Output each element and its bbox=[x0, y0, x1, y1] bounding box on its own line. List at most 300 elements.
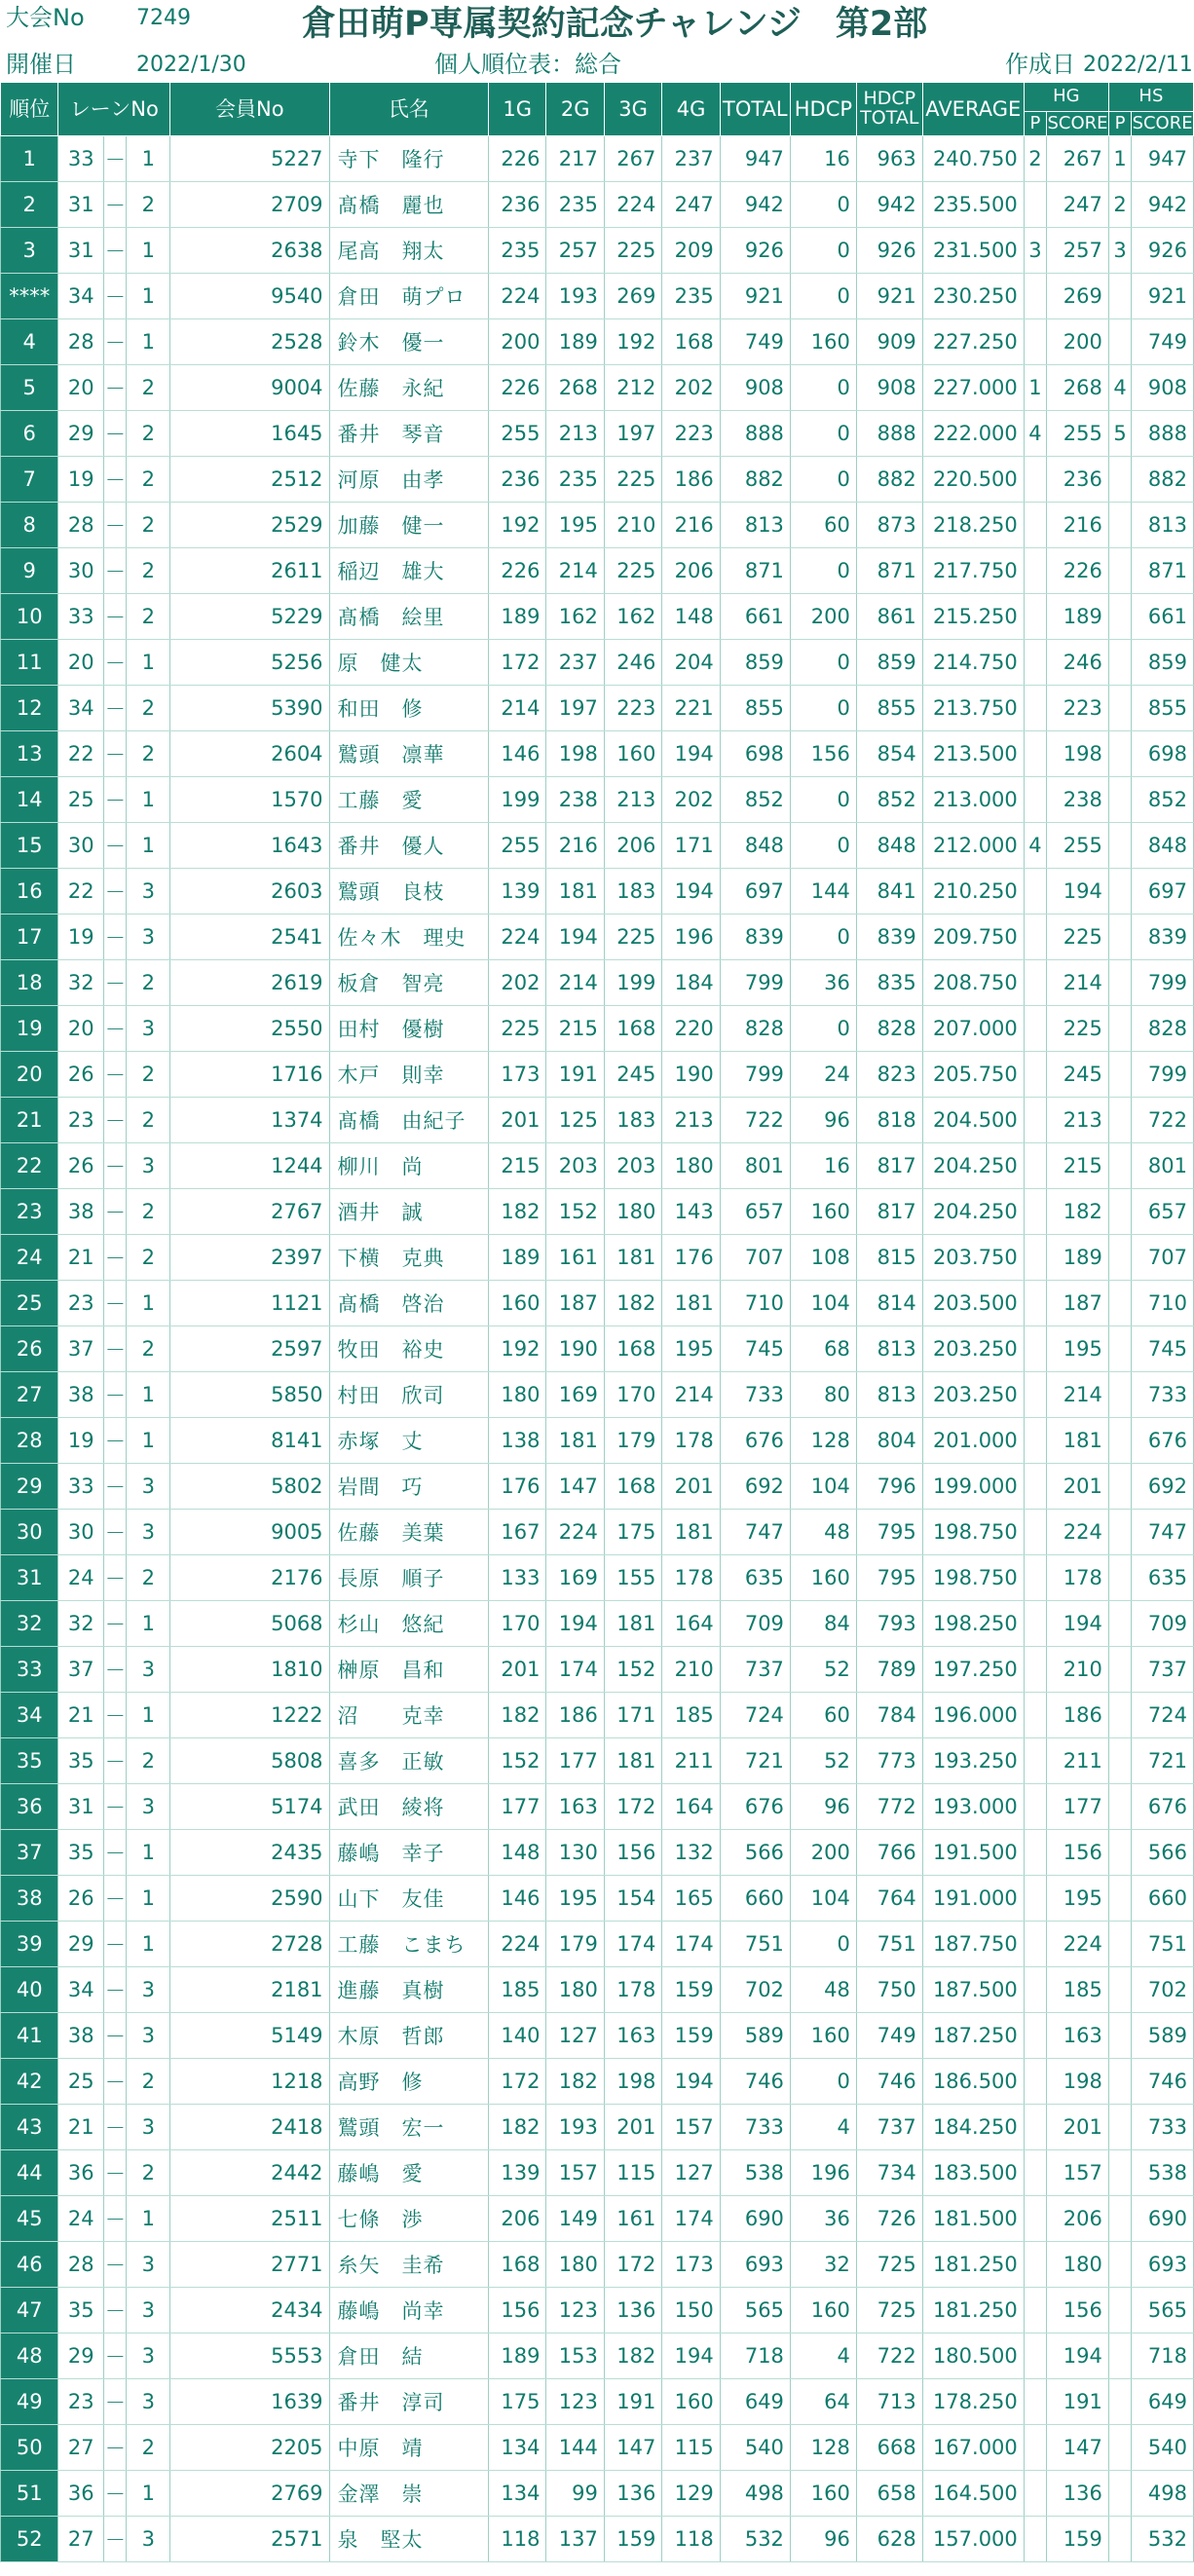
member-no-cell: 2205 bbox=[170, 2425, 329, 2471]
lane-cell: 21 bbox=[58, 2105, 104, 2150]
lane-dash: － bbox=[104, 960, 127, 1006]
game-2-score: 194 bbox=[546, 915, 604, 960]
lane-position: 3 bbox=[127, 2013, 170, 2059]
game-3-score: 181 bbox=[604, 1235, 661, 1281]
hg-position bbox=[1024, 1967, 1046, 2013]
hg-score: 147 bbox=[1047, 2425, 1109, 2471]
player-name: 木戸 則幸 bbox=[329, 1052, 488, 1098]
hg-position bbox=[1024, 1510, 1046, 1555]
total-score: 589 bbox=[720, 2013, 790, 2059]
hdcp-total-score: 852 bbox=[856, 777, 922, 823]
hdcp-value: 96 bbox=[790, 2517, 856, 2562]
player-name: 中原 靖 bbox=[329, 2425, 488, 2471]
hs-position bbox=[1108, 1647, 1131, 1693]
lane-cell: 28 bbox=[58, 2242, 104, 2288]
hdcp-total-score: 789 bbox=[856, 1647, 922, 1693]
average-score: 203.750 bbox=[922, 1235, 1024, 1281]
hg-score: 157 bbox=[1047, 2150, 1109, 2196]
col-hdcp-total-line1: HDCP bbox=[863, 88, 916, 110]
player-name: 鷲頭 宏一 bbox=[329, 2105, 488, 2150]
member-no-cell: 2728 bbox=[170, 1922, 329, 1967]
game-2-score: 268 bbox=[546, 365, 604, 411]
lane-position: 2 bbox=[127, 1098, 170, 1143]
game-1-score: 224 bbox=[489, 1922, 546, 1967]
table-row bbox=[1, 1922, 1194, 1967]
lane-position: 1 bbox=[127, 777, 170, 823]
rank-cell: 24 bbox=[1, 1235, 58, 1281]
table-row bbox=[1, 411, 1194, 457]
player-name: 赤塚 丈 bbox=[329, 1418, 488, 1464]
lane-position: 1 bbox=[127, 319, 170, 365]
hs-score: 657 bbox=[1132, 1189, 1194, 1235]
game-2-score: 214 bbox=[546, 548, 604, 594]
hdcp-value: 32 bbox=[790, 2242, 856, 2288]
game-4-score: 196 bbox=[662, 915, 720, 960]
lane-position: 2 bbox=[127, 594, 170, 640]
lane-cell: 34 bbox=[58, 1967, 104, 2013]
member-no-cell: 5174 bbox=[170, 1784, 329, 1830]
col-name: 氏名 bbox=[329, 83, 488, 136]
hg-position bbox=[1024, 1052, 1046, 1098]
rank-cell: 23 bbox=[1, 1189, 58, 1235]
game-1-score: 140 bbox=[489, 2013, 546, 2059]
hg-position bbox=[1024, 1235, 1046, 1281]
lane-cell: 27 bbox=[58, 2425, 104, 2471]
hdcp-total-score: 628 bbox=[856, 2517, 922, 2562]
hg-position bbox=[1024, 915, 1046, 960]
hs-score: 697 bbox=[1132, 869, 1194, 915]
game-4-score: 214 bbox=[662, 1372, 720, 1418]
total-score: 828 bbox=[720, 1006, 790, 1052]
game-3-score: 155 bbox=[604, 1555, 661, 1601]
game-1-score: 192 bbox=[489, 503, 546, 548]
hg-score: 194 bbox=[1047, 1601, 1109, 1647]
rank-cell: 22 bbox=[1, 1143, 58, 1189]
rank-cell: 32 bbox=[1, 1601, 58, 1647]
table-row bbox=[1, 1693, 1194, 1738]
lane-position: 1 bbox=[127, 1876, 170, 1922]
lane-cell: 26 bbox=[58, 1052, 104, 1098]
hs-score: 749 bbox=[1132, 319, 1194, 365]
lane-dash: － bbox=[104, 2517, 127, 2562]
game-4-score: 118 bbox=[662, 2517, 720, 2562]
hg-position bbox=[1024, 2059, 1046, 2105]
rank-cell: 18 bbox=[1, 960, 58, 1006]
hdcp-value: 0 bbox=[790, 823, 856, 869]
player-name: 七條 渉 bbox=[329, 2196, 488, 2242]
lane-cell: 33 bbox=[58, 1464, 104, 1510]
hg-position bbox=[1024, 1143, 1046, 1189]
hdcp-total-score: 658 bbox=[856, 2471, 922, 2517]
rank-cell: 2 bbox=[1, 182, 58, 228]
hs-position bbox=[1108, 823, 1131, 869]
table-row bbox=[1, 869, 1194, 915]
player-name: 工藤 こまち bbox=[329, 1922, 488, 1967]
table-row bbox=[1, 1418, 1194, 1464]
game-1-score: 182 bbox=[489, 1189, 546, 1235]
hdcp-total-score: 848 bbox=[856, 823, 922, 869]
player-name: 板倉 智亮 bbox=[329, 960, 488, 1006]
player-name: 田村 優樹 bbox=[329, 1006, 488, 1052]
hg-score: 181 bbox=[1047, 1418, 1109, 1464]
hs-position bbox=[1108, 869, 1131, 915]
average-score: 203.500 bbox=[922, 1281, 1024, 1326]
member-no-cell: 5149 bbox=[170, 2013, 329, 2059]
hg-position bbox=[1024, 2288, 1046, 2333]
lane-position: 1 bbox=[127, 274, 170, 319]
hdcp-value: 0 bbox=[790, 1922, 856, 1967]
rank-cell: 27 bbox=[1, 1372, 58, 1418]
game-4-score: 129 bbox=[662, 2471, 720, 2517]
game-3-score: 163 bbox=[604, 2013, 661, 2059]
hdcp-total-score: 796 bbox=[856, 1464, 922, 1510]
hs-position bbox=[1108, 1418, 1131, 1464]
game-4-score: 194 bbox=[662, 869, 720, 915]
game-2-score: 179 bbox=[546, 1922, 604, 1967]
hdcp-value: 104 bbox=[790, 1876, 856, 1922]
hdcp-value: 48 bbox=[790, 1967, 856, 2013]
game-3-score: 174 bbox=[604, 1922, 661, 1967]
lane-position: 1 bbox=[127, 1601, 170, 1647]
player-name: 稲辺 雄大 bbox=[329, 548, 488, 594]
hdcp-total-score: 871 bbox=[856, 548, 922, 594]
hs-score: 799 bbox=[1132, 1052, 1194, 1098]
game-3-score: 199 bbox=[604, 960, 661, 1006]
hg-position bbox=[1024, 1876, 1046, 1922]
total-score: 661 bbox=[720, 594, 790, 640]
hdcp-value: 80 bbox=[790, 1372, 856, 1418]
lane-dash: － bbox=[104, 1601, 127, 1647]
average-score: 178.250 bbox=[922, 2379, 1024, 2425]
report-header bbox=[0, 0, 1194, 82]
lane-position: 2 bbox=[127, 1738, 170, 1784]
member-no-cell: 1645 bbox=[170, 411, 329, 457]
rank-cell: 25 bbox=[1, 1281, 58, 1326]
lane-dash: － bbox=[104, 2288, 127, 2333]
rank-cell: 39 bbox=[1, 1922, 58, 1967]
lane-position: 3 bbox=[127, 1510, 170, 1555]
hdcp-total-score: 814 bbox=[856, 1281, 922, 1326]
game-3-score: 175 bbox=[604, 1510, 661, 1555]
lane-position: 3 bbox=[127, 1647, 170, 1693]
hg-score: 156 bbox=[1047, 1830, 1109, 1876]
total-score: 676 bbox=[720, 1784, 790, 1830]
member-no-cell: 2550 bbox=[170, 1006, 329, 1052]
game-1-score: 236 bbox=[489, 182, 546, 228]
lane-position: 2 bbox=[127, 548, 170, 594]
rank-cell: 11 bbox=[1, 640, 58, 686]
lane-cell: 23 bbox=[58, 2379, 104, 2425]
hdcp-total-score: 818 bbox=[856, 1098, 922, 1143]
rank-cell: 7 bbox=[1, 457, 58, 503]
hs-position bbox=[1108, 1372, 1131, 1418]
table-row bbox=[1, 1006, 1194, 1052]
member-no-cell: 2638 bbox=[170, 228, 329, 274]
average-score: 208.750 bbox=[922, 960, 1024, 1006]
game-3-score: 136 bbox=[604, 2288, 661, 2333]
total-score: 710 bbox=[720, 1281, 790, 1326]
table-row bbox=[1, 319, 1194, 365]
hg-position bbox=[1024, 1281, 1046, 1326]
total-score: 737 bbox=[720, 1647, 790, 1693]
lane-dash: － bbox=[104, 182, 127, 228]
member-no-cell: 2529 bbox=[170, 503, 329, 548]
average-score: 222.000 bbox=[922, 411, 1024, 457]
average-score: 209.750 bbox=[922, 915, 1024, 960]
hg-position bbox=[1024, 1326, 1046, 1372]
game-3-score: 203 bbox=[604, 1143, 661, 1189]
average-score: 227.000 bbox=[922, 365, 1024, 411]
hs-score: 693 bbox=[1132, 2242, 1194, 2288]
average-score: 187.250 bbox=[922, 2013, 1024, 2059]
hs-score: 926 bbox=[1132, 228, 1194, 274]
hs-score: 722 bbox=[1132, 1098, 1194, 1143]
hg-score: 206 bbox=[1047, 2196, 1109, 2242]
game-2-score: 213 bbox=[546, 411, 604, 457]
lane-dash: － bbox=[104, 365, 127, 411]
lane-cell: 32 bbox=[58, 1601, 104, 1647]
game-2-score: 195 bbox=[546, 1876, 604, 1922]
table-row bbox=[1, 777, 1194, 823]
hdcp-value: 128 bbox=[790, 2425, 856, 2471]
hs-position bbox=[1108, 1738, 1131, 1784]
rank-cell: 29 bbox=[1, 1464, 58, 1510]
lane-cell: 24 bbox=[58, 2196, 104, 2242]
member-no-cell: 1244 bbox=[170, 1143, 329, 1189]
total-score: 942 bbox=[720, 182, 790, 228]
average-score: 235.500 bbox=[922, 182, 1024, 228]
player-name: 木原 哲郎 bbox=[329, 2013, 488, 2059]
hg-position bbox=[1024, 319, 1046, 365]
total-score: 635 bbox=[720, 1555, 790, 1601]
player-name: 杉山 悠紀 bbox=[329, 1601, 488, 1647]
game-1-score: 146 bbox=[489, 731, 546, 777]
table-row bbox=[1, 2059, 1194, 2105]
hdcp-total-score: 942 bbox=[856, 182, 922, 228]
member-no-cell: 1218 bbox=[170, 2059, 329, 2105]
hdcp-value: 0 bbox=[790, 1006, 856, 1052]
lane-dash: － bbox=[104, 2013, 127, 2059]
hdcp-total-score: 737 bbox=[856, 2105, 922, 2150]
hs-position bbox=[1108, 731, 1131, 777]
player-name: 髙橋 由紀子 bbox=[329, 1098, 488, 1143]
hs-position bbox=[1108, 1876, 1131, 1922]
hs-score: 745 bbox=[1132, 1326, 1194, 1372]
total-score: 702 bbox=[720, 1967, 790, 2013]
game-4-score: 181 bbox=[662, 1510, 720, 1555]
game-1-score: 138 bbox=[489, 1418, 546, 1464]
lane-dash: － bbox=[104, 411, 127, 457]
hdcp-total-score: 749 bbox=[856, 2013, 922, 2059]
lane-cell: 30 bbox=[58, 823, 104, 869]
game-2-score: 235 bbox=[546, 182, 604, 228]
rank-cell: 13 bbox=[1, 731, 58, 777]
hg-score: 189 bbox=[1047, 594, 1109, 640]
lane-dash: － bbox=[104, 2059, 127, 2105]
hs-score: 855 bbox=[1132, 686, 1194, 731]
total-score: 799 bbox=[720, 1052, 790, 1098]
rank-cell: 37 bbox=[1, 1830, 58, 1876]
hg-score: 224 bbox=[1047, 1510, 1109, 1555]
player-name: 進藤 真樹 bbox=[329, 1967, 488, 2013]
total-score: 698 bbox=[720, 731, 790, 777]
game-4-score: 178 bbox=[662, 1555, 720, 1601]
rank-cell: 35 bbox=[1, 1738, 58, 1784]
game-2-score: 162 bbox=[546, 594, 604, 640]
member-no-cell: 5256 bbox=[170, 640, 329, 686]
game-1-score: 139 bbox=[489, 2150, 546, 2196]
hdcp-total-score: 926 bbox=[856, 228, 922, 274]
total-score: 799 bbox=[720, 960, 790, 1006]
player-name: 番井 琴音 bbox=[329, 411, 488, 457]
lane-cell: 35 bbox=[58, 1830, 104, 1876]
game-2-score: 144 bbox=[546, 2425, 604, 2471]
average-score: 204.250 bbox=[922, 1143, 1024, 1189]
table-row bbox=[1, 1784, 1194, 1830]
hs-position: 4 bbox=[1108, 365, 1131, 411]
game-4-score: 168 bbox=[662, 319, 720, 365]
average-score: 214.750 bbox=[922, 640, 1024, 686]
game-2-score: 193 bbox=[546, 2105, 604, 2150]
report-subtitle: 個人順位表：総合 bbox=[434, 51, 621, 78]
game-4-score: 213 bbox=[662, 1098, 720, 1143]
member-no-cell: 2528 bbox=[170, 319, 329, 365]
game-2-score: 149 bbox=[546, 2196, 604, 2242]
game-3-score: 212 bbox=[604, 365, 661, 411]
hg-position bbox=[1024, 1372, 1046, 1418]
lane-position: 2 bbox=[127, 1555, 170, 1601]
game-1-score: 176 bbox=[489, 1464, 546, 1510]
game-2-score: 127 bbox=[546, 2013, 604, 2059]
hg-position bbox=[1024, 1922, 1046, 1967]
lane-dash: － bbox=[104, 2471, 127, 2517]
hg-position bbox=[1024, 1830, 1046, 1876]
lane-dash: － bbox=[104, 1967, 127, 2013]
lane-cell: 25 bbox=[58, 777, 104, 823]
lane-dash: － bbox=[104, 640, 127, 686]
game-2-score: 217 bbox=[546, 136, 604, 182]
lane-cell: 24 bbox=[58, 1555, 104, 1601]
total-score: 707 bbox=[720, 1235, 790, 1281]
lane-dash: － bbox=[104, 1922, 127, 1967]
hg-score: 211 bbox=[1047, 1738, 1109, 1784]
hg-score: 245 bbox=[1047, 1052, 1109, 1098]
member-no-cell: 2512 bbox=[170, 457, 329, 503]
lane-position: 2 bbox=[127, 182, 170, 228]
game-4-score: 157 bbox=[662, 2105, 720, 2150]
hdcp-value: 160 bbox=[790, 2013, 856, 2059]
hdcp-value: 0 bbox=[790, 640, 856, 686]
game-1-score: 226 bbox=[489, 136, 546, 182]
member-no-cell: 2397 bbox=[170, 1235, 329, 1281]
game-2-score: 214 bbox=[546, 960, 604, 1006]
lane-dash: － bbox=[104, 2150, 127, 2196]
hs-position bbox=[1108, 2196, 1131, 2242]
hg-score: 163 bbox=[1047, 2013, 1109, 2059]
game-3-score: 147 bbox=[604, 2425, 661, 2471]
game-1-score: 152 bbox=[489, 1738, 546, 1784]
hg-position: 2 bbox=[1024, 136, 1046, 182]
table-row bbox=[1, 1967, 1194, 2013]
table-row bbox=[1, 1601, 1194, 1647]
lane-dash: － bbox=[104, 1738, 127, 1784]
player-name: 藤嶋 幸子 bbox=[329, 1830, 488, 1876]
game-2-score: 153 bbox=[546, 2333, 604, 2379]
member-no-cell: 2611 bbox=[170, 548, 329, 594]
player-name: 原 健太 bbox=[329, 640, 488, 686]
hdcp-total-score: 713 bbox=[856, 2379, 922, 2425]
table-row bbox=[1, 2471, 1194, 2517]
game-3-score: 160 bbox=[604, 731, 661, 777]
player-name: 酒井 誠 bbox=[329, 1189, 488, 1235]
hs-position bbox=[1108, 915, 1131, 960]
hg-position bbox=[1024, 457, 1046, 503]
total-score: 676 bbox=[720, 1418, 790, 1464]
lane-cell: 31 bbox=[58, 1784, 104, 1830]
hs-score: 498 bbox=[1132, 2471, 1194, 2517]
game-1-score: 146 bbox=[489, 1876, 546, 1922]
hg-position bbox=[1024, 2013, 1046, 2059]
lane-cell: 20 bbox=[58, 365, 104, 411]
rank-cell: 9 bbox=[1, 548, 58, 594]
average-score: 207.000 bbox=[922, 1006, 1024, 1052]
average-score: 213.000 bbox=[922, 777, 1024, 823]
lane-cell: 21 bbox=[58, 1693, 104, 1738]
total-score: 540 bbox=[720, 2425, 790, 2471]
lane-cell: 29 bbox=[58, 411, 104, 457]
table-row bbox=[1, 1464, 1194, 1510]
hs-score: 702 bbox=[1132, 1967, 1194, 2013]
hdcp-value: 144 bbox=[790, 869, 856, 915]
lane-position: 2 bbox=[127, 1189, 170, 1235]
game-1-score: 167 bbox=[489, 1510, 546, 1555]
average-score: 157.000 bbox=[922, 2517, 1024, 2562]
table-row bbox=[1, 1647, 1194, 1693]
total-score: 660 bbox=[720, 1876, 790, 1922]
game-1-score: 134 bbox=[489, 2471, 546, 2517]
member-no-cell: 1121 bbox=[170, 1281, 329, 1326]
game-2-score: 194 bbox=[546, 1601, 604, 1647]
game-3-score: 223 bbox=[604, 686, 661, 731]
table-header bbox=[1, 83, 1194, 136]
hdcp-total-score: 746 bbox=[856, 2059, 922, 2105]
lane-position: 3 bbox=[127, 1784, 170, 1830]
hs-score: 690 bbox=[1132, 2196, 1194, 2242]
hs-position bbox=[1108, 1555, 1131, 1601]
hs-score: 724 bbox=[1132, 1693, 1194, 1738]
lane-position: 1 bbox=[127, 1693, 170, 1738]
lane-dash: － bbox=[104, 457, 127, 503]
lane-position: 3 bbox=[127, 1464, 170, 1510]
hdcp-value: 36 bbox=[790, 960, 856, 1006]
game-3-score: 225 bbox=[604, 457, 661, 503]
hg-score: 194 bbox=[1047, 2333, 1109, 2379]
game-4-score: 176 bbox=[662, 1235, 720, 1281]
lane-position: 2 bbox=[127, 411, 170, 457]
table-row bbox=[1, 1326, 1194, 1372]
total-score: 921 bbox=[720, 274, 790, 319]
game-2-score: 174 bbox=[546, 1647, 604, 1693]
game-3-score: 206 bbox=[604, 823, 661, 869]
hg-score: 236 bbox=[1047, 457, 1109, 503]
lane-cell: 34 bbox=[58, 274, 104, 319]
game-4-score: 211 bbox=[662, 1738, 720, 1784]
hg-position bbox=[1024, 594, 1046, 640]
hg-position bbox=[1024, 548, 1046, 594]
member-no-cell: 2418 bbox=[170, 2105, 329, 2150]
lane-dash: － bbox=[104, 2379, 127, 2425]
rank-cell: 6 bbox=[1, 411, 58, 457]
